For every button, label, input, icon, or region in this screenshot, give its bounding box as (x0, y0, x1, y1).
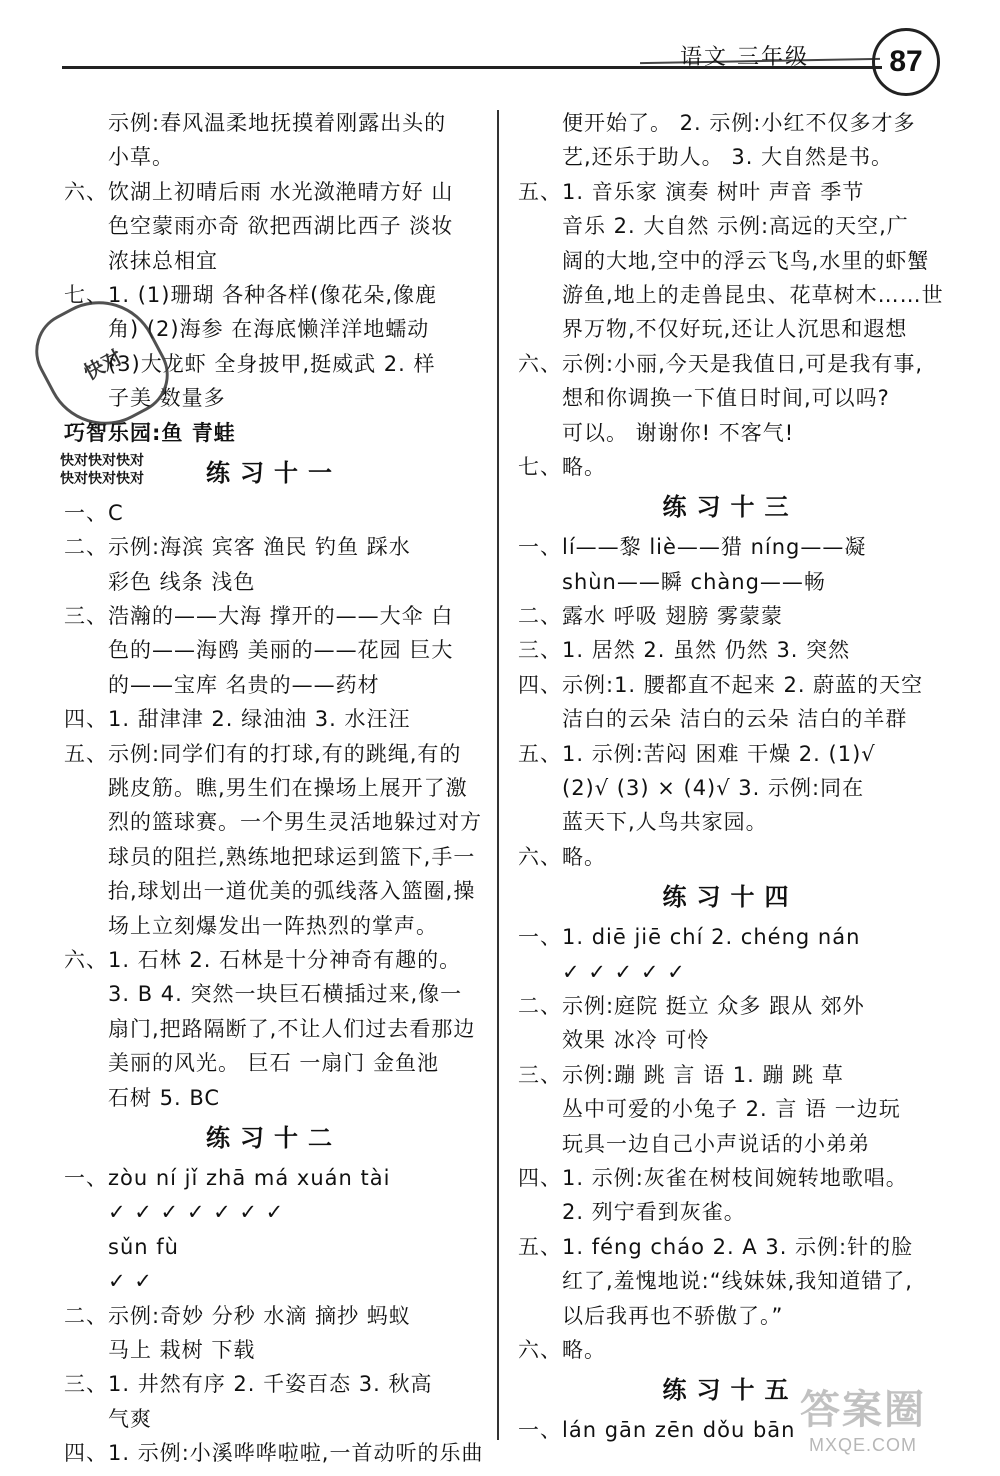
answer-line: 五、1. 示例:苦闷 困难 干燥 2. (1)√ (518, 741, 876, 766)
answer-line: 洁白的云朵 洁白的云朵 洁白的羊群 (562, 707, 908, 732)
answer-line: 便开始了。 2. 示例:小红不仅多才多 (562, 111, 916, 135)
section-title: 练习十二 (206, 1123, 342, 1152)
answer-line: 2. 列宁看到灰雀。 (562, 1200, 746, 1225)
section-title: 练习十五 (662, 1376, 799, 1405)
answer-line: 三、示例:蹦 跳 言 语 1. 蹦 跳 草 (518, 1062, 844, 1087)
answer-line: 蓝天下,人鸟共家园。 (562, 810, 768, 835)
answer-line: 示例:春风温柔地抚摸着刚露出头的 (108, 111, 447, 135)
answer-line: 玩具一边自己小声说话的小弟弟 (562, 1131, 870, 1156)
answer-line: 六、略。 (518, 1337, 606, 1362)
answer-line: 三、浩瀚的——大海 撑开的——大伞 白 (64, 604, 454, 629)
answer-line: 四、1. 示例:灰雀在树枝间婉转地歌唱。 (518, 1165, 908, 1190)
answer-line: 四、1. 示例:小溪哗哗啦啦,一首动听的乐曲 (64, 1441, 484, 1466)
answer-line: 抬,球划出一道优美的弧线落入篮圈,操 (108, 879, 476, 904)
quick-label (60, 452, 144, 488)
section-title: 练习十四 (662, 883, 799, 912)
answer-line: 色空蒙雨亦奇 欲把西湖比西子 淡妆 (108, 214, 454, 239)
answer-line: 一、C (64, 500, 124, 525)
answer-line: 球员的阻拦,熟练地把球运到篮下,手一 (108, 844, 476, 869)
page-number: 87 (872, 28, 940, 96)
answer-line: 烈的篮球赛。一个男生灵活地躲过对方 (108, 810, 482, 835)
answer-line: 石树 5. BC (108, 1085, 221, 1110)
answer-line: (3)大龙虾 全身披甲,挺威武 2. 样 (108, 351, 436, 376)
answer-line: 六、1. 石林 2. 石林是十分神奇有趣的。 (64, 947, 462, 972)
answer-line: 可以。 谢谢你! 不客气! (562, 420, 795, 445)
quick-label-line: 快对快对快对 (60, 471, 144, 487)
answer-line: 角) (2)海参 在海底懒洋洋地蠕动 (108, 317, 430, 342)
answer-line: 五、1. 音乐家 演奏 树叶 声音 季节 (518, 179, 865, 204)
watermark-url: MXQE.COM (808, 1435, 917, 1455)
answer-line: 彩色 线条 浅色 (108, 569, 256, 594)
answer-line: 巧智乐园:鱼 青蛙 (64, 420, 236, 445)
answer-line: 浓抹总相宜 (108, 248, 218, 273)
answer-line: 游鱼,地上的走兽昆虫、花草树木……世 (562, 282, 944, 307)
answer-line: 丛中可爱的小兔子 2. 言 语 一边玩 (562, 1097, 901, 1122)
answer-line: 一、1. diē jiē chí 2. chéng nán (518, 925, 861, 950)
section-title: 练习十三 (662, 493, 799, 522)
answer-line: 七、1. (1)珊瑚 各种各样(像花朵,像鹿 (64, 282, 438, 307)
answer-line: 阔的大地,空中的浮云飞鸟,水里的虾蟹 (562, 248, 930, 273)
answer-line: 气爽 (108, 1406, 152, 1431)
answer-line: 二、示例:海滨 宾客 渔民 钓鱼 踩水 (64, 535, 411, 560)
answer-line: 三、1. 居然 2. 虽然 仍然 3. 突然 (518, 638, 851, 663)
answer-line: 的——宝库 名贵的——药材 (108, 672, 380, 697)
answer-line: 效果 冰冷 可怜 (562, 1028, 710, 1053)
answer-line: 艺,还乐于助人。 3. 大自然是书。 (562, 145, 894, 170)
right-column (518, 106, 943, 1448)
answer-line: 场上立刻爆发出一阵热烈的掌声。 (108, 913, 438, 938)
answer-line: 小草。 (108, 145, 174, 170)
answer-line: (2)√ (3) × (4)√ 3. 示例:同在 (562, 776, 865, 801)
quick-label-line: 快对快对快对 (60, 453, 144, 469)
kuaidui-stamp: 快对 (21, 280, 183, 446)
watermark (800, 1378, 926, 1456)
answer-line: 六、示例:小丽,今天是我值日,可是我有事, (518, 351, 924, 376)
answer-line: 二、露水 呼吸 翅膀 雾蒙蒙 (518, 604, 784, 629)
subject-label: 语文 三年级 (680, 45, 809, 70)
answer-line: 子美 数量多 (108, 386, 226, 411)
answer-line: 音乐 2. 大自然 示例:高远的天空,广 (562, 214, 909, 239)
answer-line: ✓ ✓ (108, 1269, 153, 1294)
answer-line: 四、1. 甜津津 2. 绿油油 3. 水汪汪 (64, 707, 411, 732)
answer-line: 一、lán gān zēn dǒu bān (518, 1418, 796, 1443)
answer-line: ✓ ✓ ✓ ✓ ✓ ✓ ✓ (108, 1200, 285, 1225)
answer-line: 二、示例:奇妙 分秒 水滴 摘抄 蚂蚁 (64, 1303, 411, 1328)
answer-line: 以后我再也不骄傲了。” (562, 1303, 784, 1328)
watermark-logo: 答案圈 (800, 1387, 926, 1433)
answer-line: 跳皮筋。瞧,男生们在操场上展开了激 (108, 776, 468, 801)
answer-line: 六、略。 (518, 844, 606, 869)
answer-line: 五、1. féng cháo 2. A 3. 示例:针的脸 (518, 1234, 914, 1259)
answer-line: 七、略。 (518, 454, 606, 479)
answer-line: 马上 栽树 下载 (108, 1337, 256, 1362)
answer-line: 一、zòu ní jǐ zhā má xuán tài (64, 1165, 391, 1190)
answer-line: 色的——海鸥 美丽的——花园 巨大 (108, 638, 454, 663)
answer-line: 想和你调换一下值日时间,可以吗? (562, 386, 890, 411)
answer-line: ✓ ✓ ✓ ✓ ✓ (562, 959, 686, 984)
answer-line: 红了,羞愧地说:“线妹妹,我知道错了, (562, 1269, 913, 1294)
column-divider (497, 110, 499, 1440)
answer-line: 一、lí——黎 liè——猎 níng——凝 (518, 535, 867, 560)
answer-line: shùn——瞬 chàng——畅 (562, 569, 826, 594)
answer-line: 六、饮湖上初晴后雨 水光潋滟晴方好 山 (64, 179, 454, 204)
answer-line: 扇门,把路隔断了,不让人们过去看那边 (108, 1016, 476, 1041)
answer-line: 三、1. 井然有序 2. 千姿百态 3. 秋高 (64, 1372, 433, 1397)
answer-line: 二、示例:庭院 挺立 众多 跟从 郊外 (518, 993, 865, 1018)
answer-line: 3. B 4. 突然一块巨石横插过来,像一 (108, 982, 463, 1007)
answer-line: sǔn fù (108, 1234, 179, 1259)
section-title: 练习十一 (206, 458, 342, 487)
answer-line: 四、示例:1. 腰都直不起来 2. 蔚蓝的天空 (518, 672, 924, 697)
answer-line: 美丽的风光。 巨石 一扇门 金鱼池 (108, 1051, 440, 1076)
answer-line: 五、示例:同学们有的打球,有的跳绳,有的 (64, 741, 462, 766)
answer-line: 界万物,不仅好玩,还让人沉思和遐想 (562, 317, 908, 342)
